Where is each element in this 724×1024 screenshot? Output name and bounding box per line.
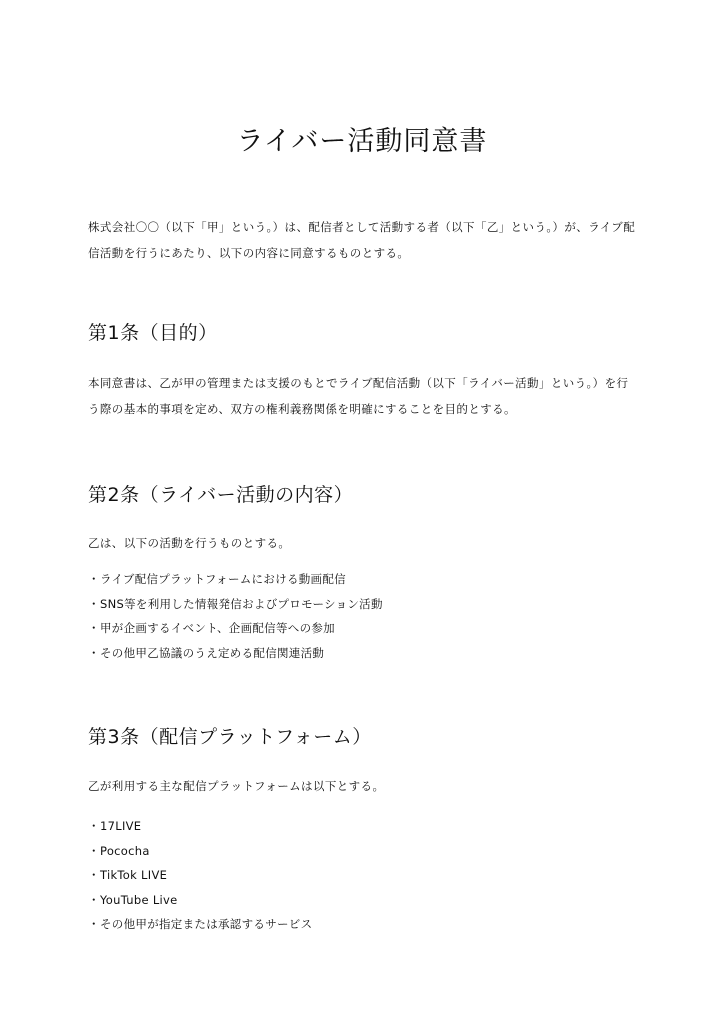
article-2-body: 乙は、以下の活動を行うものとする。 — [88, 536, 291, 550]
list-item-text: YouTube Live — [100, 892, 178, 907]
intro-paragraph: 株式会社〇〇（以下「甲」という。）は、配信者として活動する者（以下「乙」という。）が、ライブ配信活動を行うにあたり、以下の内容に同意するものとする。 — [88, 220, 636, 260]
bullet-mark: ・ — [88, 621, 100, 635]
list-item — [88, 592, 648, 617]
article-3-list — [88, 814, 648, 937]
bullet-mark: ・ — [88, 645, 100, 660]
list-item-text: TikTok LIVE — [100, 868, 168, 882]
article-3-body: 乙が利用する主な配信プラットフォームは以下とする。 — [88, 779, 385, 793]
article-1-heading: 第1条（目的） — [88, 322, 218, 344]
bullet-mark: ・ — [88, 892, 100, 907]
list-item-text: その他甲乙協議のうえ定める配信関連活動 — [100, 645, 325, 660]
article-2-list — [88, 567, 648, 665]
list-item — [88, 814, 648, 839]
list-item-text: Pococha — [100, 843, 150, 858]
bullet-mark: ・ — [88, 572, 100, 586]
list-item-text: その他甲が指定または承認するサービス — [100, 917, 313, 931]
article-1-body: 本同意書は、乙が甲の管理または支援のもとでライブ配信活動（以下「ライバー活動」という。）を行う際の基本的事項を定め、双方の権利義務関係を明確にすることを目的とする。 — [88, 376, 629, 416]
list-item — [88, 567, 648, 592]
list-item — [88, 839, 648, 864]
list-item-text: 17LIVE — [100, 819, 142, 833]
list-item-text: ライブ配信プラットフォームにおける動画配信 — [100, 572, 346, 586]
list-item — [88, 888, 648, 913]
bullet-mark: ・ — [88, 819, 100, 833]
article-3-heading: 第3条（配信プラットフォーム） — [88, 726, 372, 748]
bullet-mark: ・ — [88, 917, 100, 931]
bullet-mark: ・ — [88, 596, 100, 611]
list-item — [88, 863, 648, 888]
list-item — [88, 912, 648, 937]
bullet-mark: ・ — [88, 843, 100, 858]
list-item-text: 甲が企画するイベント、企画配信等への参加 — [100, 621, 335, 635]
list-item-text: SNS等を利用した情報発信およびプロモーション活動 — [100, 596, 383, 611]
bullet-mark: ・ — [88, 868, 100, 882]
article-2-heading: 第2条（ライバー活動の内容） — [88, 484, 354, 506]
list-item — [88, 641, 648, 666]
document-title: ライバー活動同意書 — [236, 126, 488, 157]
list-item — [88, 616, 648, 641]
